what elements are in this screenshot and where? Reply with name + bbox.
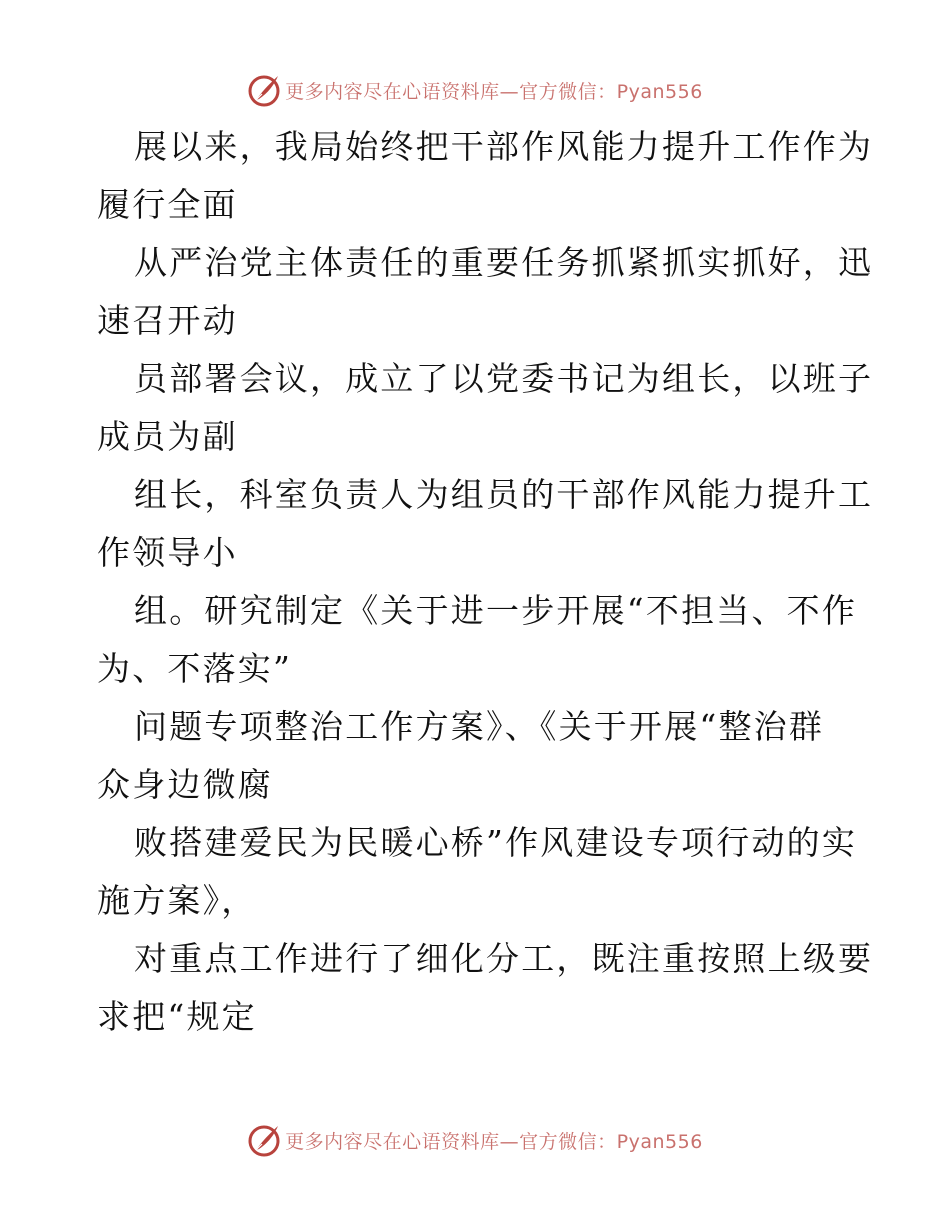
- quill-logo-icon: [247, 1123, 281, 1157]
- paragraph: [0, 234, 950, 350]
- header-banner-text: 更多内容尽在心语资料库—官方微信：Pyan556: [285, 80, 703, 103]
- paragraph-line: 成员为副: [97, 417, 238, 456]
- paragraph-line: 众身边微腐: [97, 765, 273, 804]
- paragraph-line: 为、不落实”: [97, 649, 293, 688]
- paragraph: [0, 814, 950, 930]
- paragraph-line: 组。研究制定《关于进一步开展“不担当、不作: [134, 591, 858, 630]
- paragraph: [0, 698, 950, 814]
- paragraph-line: 从严治党主体责任的重要任务抓紧抓实抓好，迅: [134, 243, 874, 282]
- quill-logo-icon: [247, 73, 281, 107]
- paragraph-line: 速召开动: [97, 301, 238, 340]
- paragraph: [0, 118, 950, 234]
- paragraph: [0, 582, 950, 698]
- paragraph: [0, 466, 950, 582]
- paragraph-line: 对重点工作进行了细化分工，既注重按照上级要: [134, 939, 874, 978]
- paragraph-line: 施方案》，: [97, 881, 257, 920]
- paragraph-line: 履行全面: [97, 185, 238, 224]
- paragraph-line: 员部署会议，成立了以党委书记为组长，以班子: [134, 359, 874, 398]
- header-banner: [0, 70, 950, 110]
- paragraph-line: 展以来，我局始终把干部作风能力提升工作作为: [134, 127, 874, 166]
- paragraph: [0, 350, 950, 466]
- paragraph-line: 败搭建爱民为民暖心桥”作风建设专项行动的实: [134, 823, 858, 862]
- paragraph-line: 问题专项整治工作方案》、《关于开展“整治群: [134, 707, 825, 746]
- footer-banner: [0, 1120, 950, 1160]
- paragraph-line: 作领导小: [97, 533, 238, 572]
- paragraph: [0, 930, 950, 1046]
- document-body: [0, 118, 950, 1046]
- footer-banner-text: 更多内容尽在心语资料库—官方微信：Pyan556: [285, 1130, 703, 1153]
- paragraph-line: 组长，科室负责人为组员的干部作风能力提升工: [134, 475, 874, 514]
- paragraph-line: 求把“规定: [97, 997, 257, 1036]
